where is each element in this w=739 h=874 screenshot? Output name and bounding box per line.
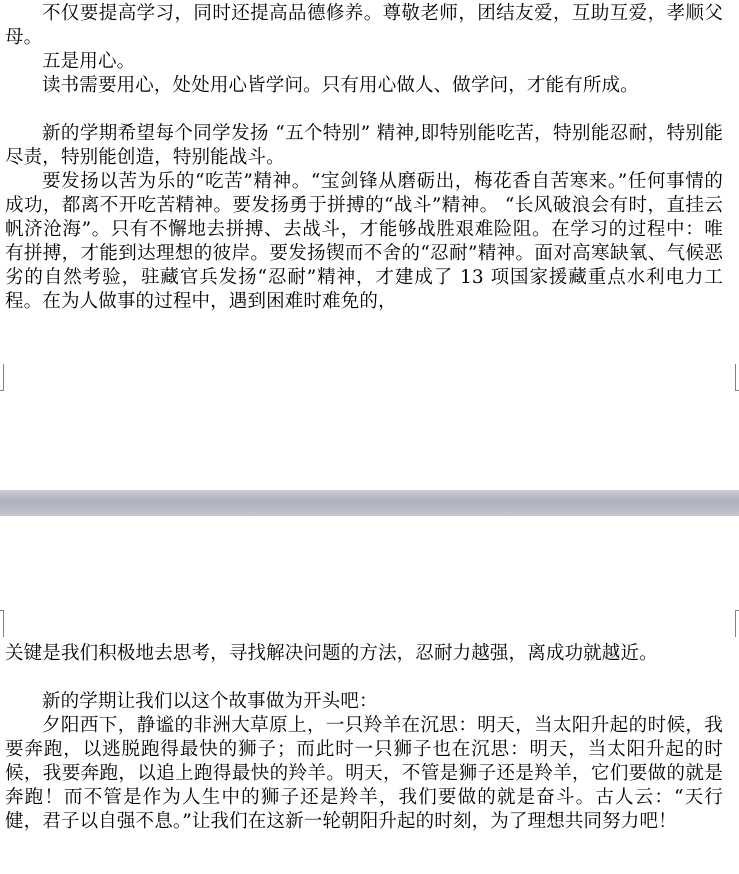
paragraph-3: 读书需要用心，处处用心皆学问。只有用心做人、做学问，才能有所成。 [42,75,639,96]
blank-line [5,98,723,122]
page-separator [0,490,739,516]
paragraph-2: 五是用心。 [42,51,136,72]
page-bottom-body[interactable] [5,642,723,834]
document-page-bottom [0,516,739,874]
paragraph-5: 要发扬以苦为乐的“吃苦”精神。“宝剑锋从磨砺出，梅花香自苦寒来。”任何事情的成功，都离不开吃苦精神。要发扬勇于拼搏的“战斗”精神。 “长风破浪会有时，直挂云帆济沧海”。只有不懈地去拼搏、去战斗，才能够战胜艰难险阻。在学习的过程中：唯有拼搏，才能到达理想的彼岸。要发扬锲而不舍的“忍耐”精神。面对高寒缺氧、气候恶劣的自然考验，驻藏官兵发扬“忍耐”精神，才建成了 13 项国家援藏重点水利电力工程。在为人做事的过程中，遇到困难时难免的， [5,171,723,312]
continued-line: 关键是我们积极地去思考，寻找解决问题的方法，忍耐力越强，离成功就越近。 [5,643,658,664]
paragraph-6: 新的学期让我们以这个故事做为开头吧： [42,691,378,712]
page-corner-mark-right [735,610,739,637]
page-top-body[interactable] [5,2,723,314]
paragraph-1: 不仅要提高学习，同时还提高品德修养。尊敬老师，团结友爱，互助互爱，孝顺父母。 [5,3,723,48]
page-corner-mark-right [735,364,739,391]
page-corner-mark-left [0,610,4,637]
paragraph-7: 夕阳西下，静谧的非洲大草原上，一只羚羊在沉思：明天，当太阳升起的时候，我要奔跑，以逃脱跑得最快的狮子；而此时一只狮子也在沉思：明天，当太阳升起的时候，我要奔跑，以追上跑得最快的羚羊。明天，不管是狮子还是羚羊，它们要做的就是奔跑！而不管是作为人生中的狮子还是羚羊，我们要做的就是奋斗。古人云：“天行健，君子以自强不息。”让我们在这新一轮朝阳升起的时刻，为了理想共同努力吧！ [5,715,723,832]
page-corner-mark-left [0,364,4,391]
blank-line [5,666,723,690]
paragraph-4: 新的学期希望每个同学发扬 “五个特别” 精神,即特别能吃苦，特别能忍耐，特别能尽责，特别能创造，特别能战斗。 [5,123,723,168]
